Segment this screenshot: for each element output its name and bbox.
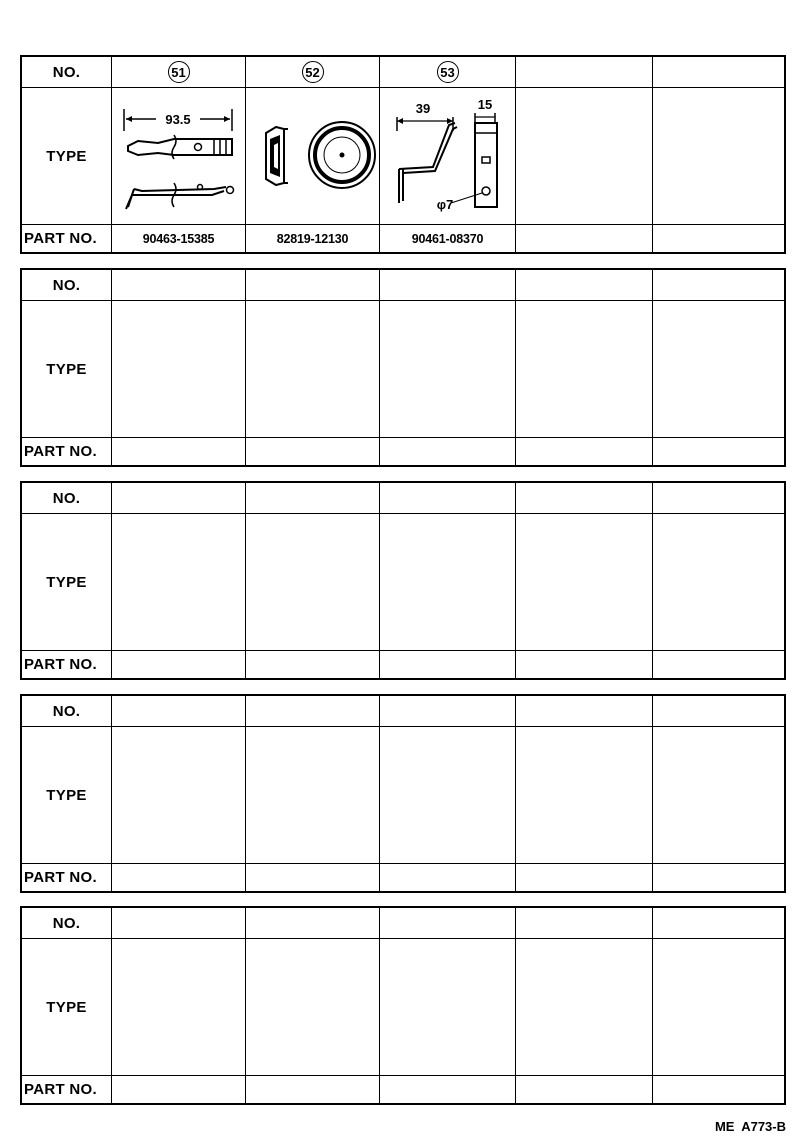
type-header: TYPE: [22, 88, 112, 225]
part-no-header: PART NO.: [22, 651, 112, 678]
no-header: NO.: [22, 483, 112, 514]
empty-cell: [653, 1076, 784, 1103]
empty-cell: [246, 270, 380, 301]
item-number-badge: 52: [302, 61, 324, 83]
part-no-header: PART NO.: [22, 864, 112, 891]
item-number-cell: [246, 57, 380, 88]
part-no-header: PART NO.: [22, 225, 112, 252]
empty-cell: [380, 696, 516, 727]
empty-cell: [516, 908, 653, 939]
empty-cell: [653, 225, 784, 252]
empty-cell: [380, 651, 516, 678]
empty-cell: [380, 727, 516, 864]
type-header: TYPE: [22, 727, 112, 864]
empty-cell: [112, 939, 246, 1076]
empty-cell: [653, 651, 784, 678]
empty-cell: [246, 727, 380, 864]
empty-cell: [380, 483, 516, 514]
part-number: 90463-15385: [112, 225, 246, 252]
empty-cell: [112, 438, 246, 465]
empty-cell: [653, 727, 784, 864]
width-dimension: 39: [415, 101, 430, 116]
empty-cell: [380, 514, 516, 651]
empty-cell: [380, 438, 516, 465]
empty-cell: [112, 1076, 246, 1103]
empty-cell: [516, 696, 653, 727]
empty-cell: [246, 301, 380, 438]
empty-cell: [380, 864, 516, 891]
empty-cell: [653, 88, 784, 225]
empty-cell: [246, 651, 380, 678]
empty-cell: [112, 696, 246, 727]
empty-cell: [246, 864, 380, 891]
empty-cell: [112, 483, 246, 514]
empty-cell: [516, 939, 653, 1076]
empty-cell: [516, 1076, 653, 1103]
type-header: TYPE: [22, 301, 112, 438]
empty-cell: [653, 696, 784, 727]
type-header: TYPE: [22, 514, 112, 651]
empty-cell: [112, 651, 246, 678]
empty-cell: [246, 908, 380, 939]
empty-cell: [112, 727, 246, 864]
empty-cell: [380, 301, 516, 438]
empty-cell: [112, 908, 246, 939]
parts-table-2: [20, 268, 786, 467]
empty-cell: [653, 908, 784, 939]
no-header: NO.: [22, 270, 112, 301]
empty-cell: [380, 908, 516, 939]
empty-cell: [246, 514, 380, 651]
empty-cell: [112, 270, 246, 301]
empty-cell: [516, 483, 653, 514]
length-dimension: 93.5: [164, 112, 191, 127]
empty-cell: [380, 939, 516, 1076]
item-number-cell: [380, 57, 516, 88]
empty-cell: [653, 438, 784, 465]
empty-cell: [653, 270, 784, 301]
grommet-drawing: [248, 91, 378, 221]
item-number-badge: 51: [168, 61, 190, 83]
empty-cell: [653, 301, 784, 438]
empty-cell: [653, 514, 784, 651]
wire-clip-drawing: [114, 91, 244, 221]
empty-cell: [516, 270, 653, 301]
empty-cell: [380, 270, 516, 301]
empty-cell: [246, 939, 380, 1076]
part-no-header: PART NO.: [22, 1076, 112, 1103]
parts-table-3: [20, 481, 786, 680]
part-drawing-cell: [380, 88, 516, 225]
empty-cell: [516, 301, 653, 438]
bracket-drawing: [381, 91, 515, 221]
empty-cell: [516, 514, 653, 651]
empty-cell: [653, 57, 784, 88]
no-header: NO.: [22, 696, 112, 727]
item-number-badge: 53: [437, 61, 459, 83]
page-code: ME A773-B: [714, 1119, 786, 1134]
width-dimension: 15: [477, 97, 492, 112]
no-header: NO.: [22, 908, 112, 939]
item-number-cell: [112, 57, 246, 88]
empty-cell: [516, 727, 653, 864]
parts-table-5: [20, 906, 786, 1105]
empty-cell: [112, 864, 246, 891]
empty-cell: [246, 1076, 380, 1103]
empty-cell: [516, 438, 653, 465]
part-drawing-cell: [112, 88, 246, 225]
empty-cell: [653, 939, 784, 1076]
parts-table-4: [20, 694, 786, 893]
empty-cell: [516, 88, 653, 225]
part-no-header: PART NO.: [22, 438, 112, 465]
part-number: 82819-12130: [246, 225, 380, 252]
empty-cell: [112, 514, 246, 651]
part-number: 90461-08370: [380, 225, 516, 252]
empty-cell: [112, 301, 246, 438]
no-header: NO.: [22, 57, 112, 88]
empty-cell: [246, 696, 380, 727]
empty-cell: [516, 225, 653, 252]
empty-cell: [653, 864, 784, 891]
empty-cell: [380, 1076, 516, 1103]
empty-cell: [516, 864, 653, 891]
empty-cell: [653, 483, 784, 514]
empty-cell: [516, 57, 653, 88]
part-drawing-cell: [246, 88, 380, 225]
type-header: TYPE: [22, 939, 112, 1076]
empty-cell: [246, 438, 380, 465]
hole-dimension: φ7: [436, 197, 453, 212]
empty-cell: [516, 651, 653, 678]
empty-cell: [246, 483, 380, 514]
parts-table-1: [20, 55, 786, 254]
